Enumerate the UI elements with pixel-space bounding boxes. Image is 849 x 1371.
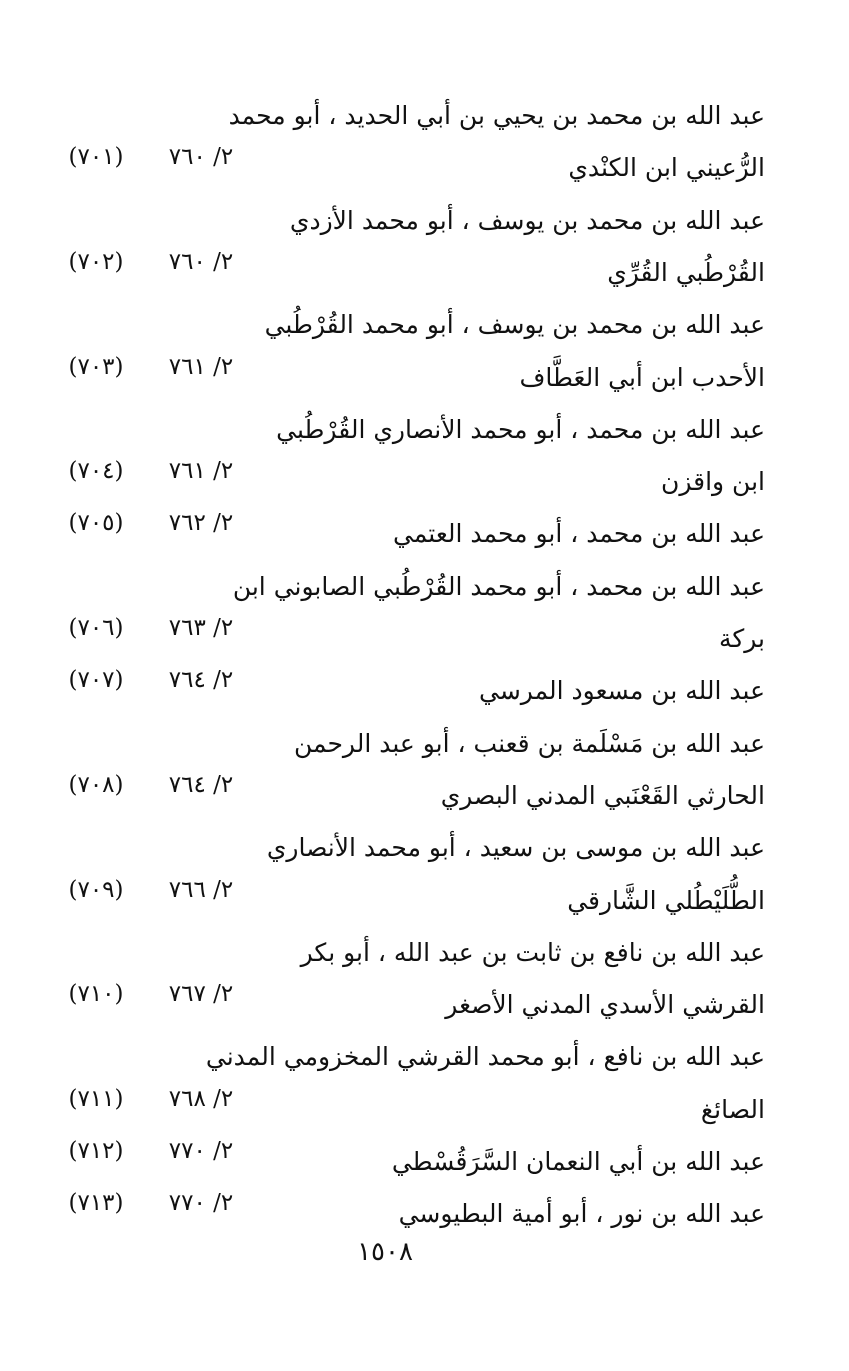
entry-volume-page: ٢/ ٧٧٠: [168, 1138, 234, 1164]
entry-name-continuation: ابن واقزن: [660, 467, 765, 496]
entry-volume-page: ٢/ ٧٦٤: [168, 772, 234, 798]
entry-name-line: عبد الله بن محمد بن يحيي بن أبي الحديد ، أبو محمد: [228, 101, 765, 130]
entry-number: (٧٠٤): [68, 458, 124, 484]
entry-number: (٧١٢): [68, 1138, 124, 1164]
entry-volume-page: ٢/ ٧٦٢: [168, 510, 234, 536]
entry-volume-page: ٢/ ٧٦٠: [168, 249, 234, 275]
entry-volume-page: ٢/ ٧٦٤: [168, 667, 234, 693]
entry-name-continuation: الطُّلَيْطُلي الشَّارقي: [567, 886, 765, 915]
entry-name-line: عبد الله بن محمد ، أبو محمد القُرْطُبي الصابوني ابن: [232, 572, 765, 601]
entry-number: (٧٠٨): [68, 772, 124, 798]
entry-number: (٧٠٩): [68, 877, 124, 903]
entry-name-line: عبد الله بن نور ، أبو أمية البطيوسي: [398, 1199, 765, 1228]
entry-number: (٧٠٦): [68, 615, 124, 641]
entry-volume-page: ٢/ ٧٦١: [168, 458, 234, 484]
entry-number: (٧١٠): [68, 981, 124, 1007]
entry-number: (٧٠٧): [68, 667, 124, 693]
entry-name-line: عبد الله بن مَسْلَمة بن قعنب ، أبو عبد الرحمن: [293, 729, 765, 758]
entry-name-continuation: القرشي الأسدي المدني الأصغر: [445, 990, 765, 1019]
entry-name-line: عبد الله بن محمد ، أبو محمد الأنصاري القُرْطُبي: [276, 415, 765, 444]
entry-name-line: عبد الله بن محمد بن يوسف ، أبو محمد الأزدي: [289, 206, 765, 235]
entry-name-continuation: بركة: [718, 624, 765, 653]
entry-volume-page: ٢/ ٧٦١: [168, 354, 234, 380]
entry-number: (٧٠٢): [68, 249, 124, 275]
entry-name-line: عبد الله بن موسى بن سعيد ، أبو محمد الأنصاري: [266, 833, 765, 862]
entry-name-line: عبد الله بن مسعود المرسي: [479, 676, 765, 705]
entry-name-line: عبد الله بن محمد ، أبو محمد العتمي: [393, 519, 765, 548]
entry-number: (٧١١): [68, 1086, 124, 1112]
entry-name-continuation: الأحدب ابن أبي العَطَّاف: [519, 363, 765, 392]
entry-name-line: عبد الله بن نافع ، أبو محمد القرشي المخزومي المدني: [205, 1042, 765, 1071]
entry-volume-page: ٢/ ٧٦٨: [168, 1086, 234, 1112]
entry-number: (٧٠٥): [68, 510, 124, 536]
entry-name-continuation: الصائغ: [700, 1095, 765, 1124]
entry-volume-page: ٢/ ٧٧٠: [168, 1190, 234, 1216]
entry-volume-page: ٢/ ٧٦٧: [168, 981, 234, 1007]
entry-name-continuation: القُرْطُبي القُرِّي: [607, 258, 765, 287]
entry-name-continuation: الرُّعيني ابن الكنْدي: [568, 153, 765, 182]
entry-volume-page: ٢/ ٧٦٣: [168, 615, 234, 641]
entry-name-line: عبد الله بن أبي النعمان السَّرَقُسْطي: [391, 1147, 765, 1176]
entry-number: (٧٠١): [68, 144, 124, 170]
entry-volume-page: ٢/ ٧٦٦: [168, 877, 234, 903]
entry-number: (٧٠٣): [68, 354, 124, 380]
entry-name-line: عبد الله بن محمد بن يوسف ، أبو محمد القُرْطُبي: [264, 310, 765, 339]
entry-volume-page: ٢/ ٧٦٠: [168, 144, 234, 170]
entry-name-line: عبد الله بن نافع بن ثابت بن عبد الله ، أبو بكر: [300, 938, 765, 967]
entry-name-continuation: الحارثي القَعْنَبي المدني البصري: [440, 781, 765, 810]
page-number: ١٥٠٨: [357, 1237, 413, 1267]
entry-number: (٧١٣): [68, 1190, 124, 1216]
